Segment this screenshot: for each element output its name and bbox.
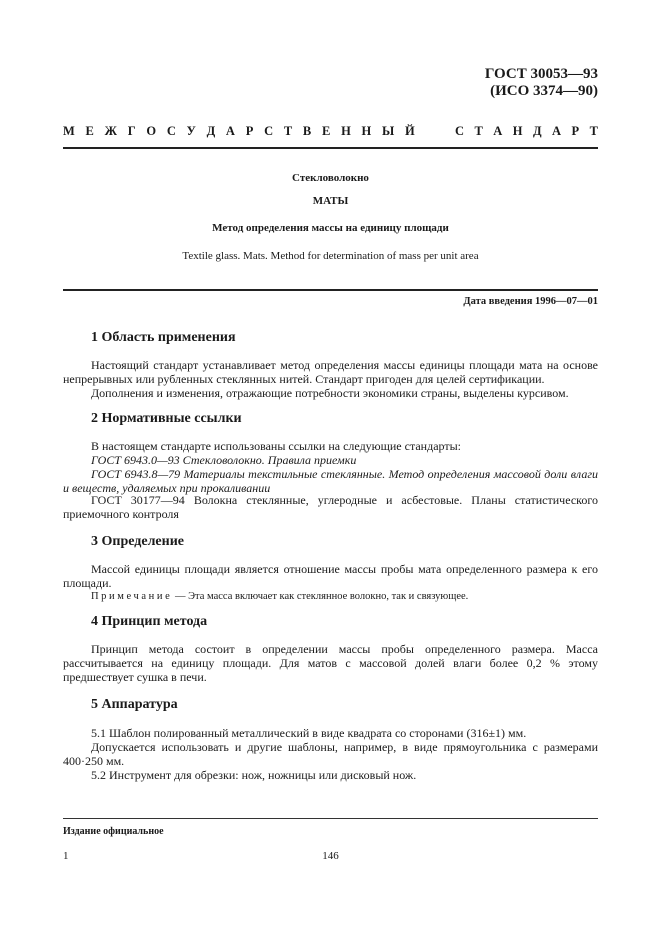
standard-number-gost: ГОСТ 30053—93: [484, 66, 598, 82]
section-2-reference-2: ГОСТ 6943.8—79 Материалы текстильные стеклянные. Метод определения массовой доли влаги и веществ, удаляемых при прокаливании: [63, 467, 598, 496]
title-rule: [63, 289, 598, 291]
banner-letter: А: [225, 124, 235, 138]
banner-letter: Е: [85, 124, 94, 138]
standard-number: [485, 66, 598, 100]
banner-letter: Т: [283, 124, 293, 138]
banner-standard: [455, 124, 598, 139]
banner-letter: С: [455, 124, 465, 138]
page-number: 146: [322, 850, 339, 862]
banner-letter: Ж: [104, 124, 117, 138]
banner-letter: Ы: [382, 124, 395, 138]
section-5-paragraph-2: Допускается использовать и другие шаблоны, например, в виде прямоугольника с размерами 400·250 мм.: [63, 740, 598, 769]
section-5-paragraph-3: 5.2 Инструмент для обрезки: нож, ножницы или дисковый нож.: [91, 768, 417, 782]
intro-date: Дата введения 1996—07—01: [463, 296, 598, 307]
section-3-paragraph-1: Массой единицы площади является отношение массы пробы мата определенного размера к его площади.: [63, 562, 598, 591]
standard-number-iso: (ИСО 3374—90): [490, 83, 598, 99]
sheet-number: 1: [63, 850, 69, 862]
header-rule: [63, 147, 598, 149]
banner-letter: А: [493, 124, 503, 138]
section-2-reference-1: ГОСТ 6943.0—93 Стекловолокно. Правила приемки: [91, 453, 357, 467]
section-5-paragraph-1: 5.1 Шаблон полированный металлический в виде квадрата со сторонами (316±1) мм.: [91, 726, 527, 740]
banner-letter: М: [63, 124, 75, 138]
section-4-paragraph-1: Принцип метода состоит в определении массы пробы определенного размера. Масса рассчитывается на единицу площади. Для матов с массовой долей влаги более 0,2 % этому предшествует сушка в печи.: [63, 642, 598, 685]
note-text: — Эта масса включает как стеклянное волокно, так и связующее.: [172, 591, 469, 602]
section-2-paragraph-1: В настоящем стандарте использованы ссылки на следующие стандарты:: [91, 439, 462, 453]
banner-letter: Г: [127, 124, 136, 138]
banner-interstate: [63, 124, 415, 139]
section-1-paragraph-1: Настоящий стандарт устанавливает метод определения массы единицы площади мата на основе непрерывных или рубленных стеклянных нитей. Стандарт пригоден для целей сертификации.: [63, 358, 598, 387]
standard-banner: [63, 124, 598, 139]
banner-letter: Р: [245, 124, 254, 138]
section-3-heading: 3 Определение: [91, 534, 184, 549]
section-2-heading: 2 Нормативные ссылки: [91, 411, 242, 426]
banner-letter: Е: [321, 124, 331, 138]
banner-letter: Й: [405, 124, 415, 138]
section-2-reference-3: ГОСТ 30177—94 Волокна стеклянные, углеродные и асбестовые. Планы статистического приемочного контроля: [63, 493, 598, 522]
section-3-note: [63, 590, 598, 604]
banner-letter: А: [552, 124, 562, 138]
title-english: Textile glass. Mats. Method for determination of mass per unit area: [182, 250, 479, 262]
section-1-heading: 1 Область применения: [91, 330, 236, 345]
note-label: Примечание: [91, 591, 173, 602]
title-method: Метод определения массы на единицу площади: [212, 222, 449, 234]
section-1-paragraph-2: Дополнения и изменения, отражающие потребности экономики страны, выделены курсивом.: [91, 386, 569, 400]
banner-letter: С: [166, 124, 176, 138]
footer-rule: [63, 818, 598, 819]
official-edition-label: Издание официальное: [63, 826, 164, 837]
banner-letter: У: [186, 124, 196, 138]
banner-letter: Д: [206, 124, 216, 138]
banner-letter: Д: [532, 124, 542, 138]
banner-letter: Н: [341, 124, 351, 138]
title-product: МАТЫ: [312, 195, 349, 207]
section-5-heading: 5 Аппаратура: [91, 697, 178, 712]
banner-letter: С: [264, 124, 274, 138]
banner-letter: О: [146, 124, 157, 138]
section-4-heading: 4 Принцип метода: [91, 614, 208, 629]
banner-letter: Т: [474, 124, 483, 138]
banner-letter: Р: [571, 124, 580, 138]
title-material: Стекловолокно: [292, 172, 369, 184]
banner-letter: Н: [512, 124, 523, 138]
banner-letter: Н: [361, 124, 372, 138]
banner-letter: В: [302, 124, 312, 138]
banner-letter: Т: [589, 124, 598, 138]
